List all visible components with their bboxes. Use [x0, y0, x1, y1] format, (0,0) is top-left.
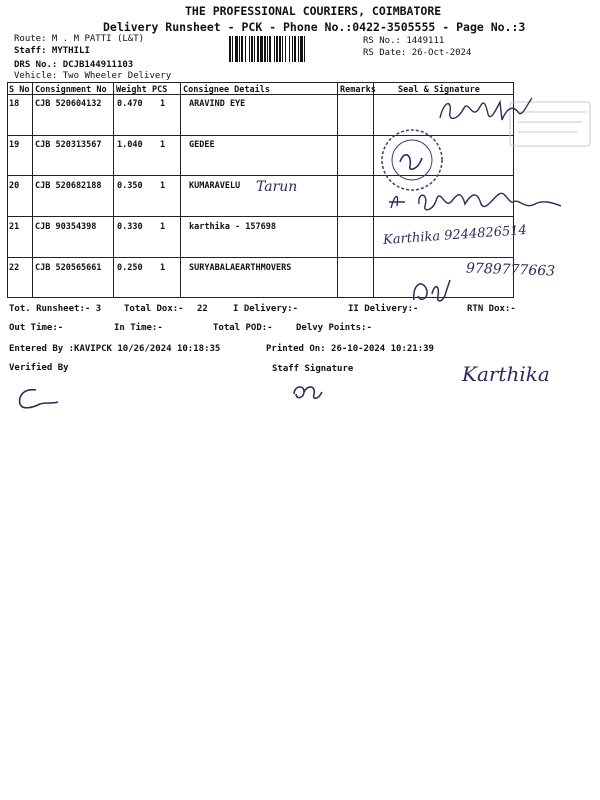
barcode-bar — [304, 36, 305, 62]
row-pcs: 1 — [160, 99, 166, 109]
row-weight: 1.040 — [117, 140, 143, 150]
row-pcs: 1 — [160, 263, 166, 273]
row-weight: 0.350 — [117, 181, 143, 191]
barcode-image — [229, 36, 353, 62]
i-delivery: I Delivery:- — [233, 304, 299, 314]
row22-phone-note: 9789777663 — [465, 260, 556, 280]
row-consignment: CJB 520682188 — [35, 181, 102, 191]
barcode-bar — [251, 36, 253, 62]
col-header-pcs: PCS — [152, 85, 168, 95]
company-title: THE PROFESSIONAL COURIERS, COIMBATORE — [185, 4, 442, 18]
barcode-bar — [282, 36, 283, 62]
barcode-bar — [260, 36, 263, 62]
staff-label: Staff: MYTHILI — [14, 46, 90, 56]
barcode-bar — [264, 36, 266, 62]
barcode-bar — [279, 36, 281, 62]
row20-handwritten-note: Tarun — [256, 179, 298, 195]
barcode-bar — [249, 36, 250, 62]
row-consignment: CJB 520604132 — [35, 99, 102, 109]
row-consignment: CJB 520313567 — [35, 140, 102, 150]
row-consignee: karthika - 157698 — [189, 222, 276, 232]
row22-signature-icon — [404, 274, 464, 308]
row-weight: 0.250 — [117, 263, 143, 273]
signature-scribble-icon — [430, 90, 540, 130]
row-sno: 20 — [9, 181, 20, 191]
row-consignment: CJB 90354398 — [35, 222, 97, 232]
barcode-bar — [292, 36, 293, 62]
col-header-sno: S No — [9, 85, 30, 95]
col-header-consignee: Consignee Details — [183, 85, 270, 95]
staff-initial-signature-icon — [288, 380, 328, 404]
col-header-remarks: Remarks — [340, 85, 376, 95]
ii-delivery: II Delivery:- — [348, 304, 419, 314]
verified-by-label: Verified By — [9, 363, 69, 373]
out-time: Out Time:- — [9, 323, 64, 333]
barcode-bar — [254, 36, 255, 62]
row-sno: 22 — [9, 263, 20, 273]
total-dox-value: 22 — [197, 304, 208, 314]
drs-label: DRS No.: DCJB144911103 — [14, 60, 134, 70]
barcode-bar — [276, 36, 278, 62]
row-consignee: KUMARAVELU — [189, 181, 241, 191]
barcode-bar — [269, 36, 271, 62]
row20-signature-icon — [385, 180, 585, 220]
row-sno: 19 — [9, 140, 20, 150]
row-consignee: ARAVIND EYE — [189, 99, 246, 109]
row-pcs: 1 — [160, 181, 166, 191]
total-pod: Total POD:- — [213, 323, 273, 333]
tot-runsheet: Tot. Runsheet:- 3 — [9, 304, 102, 314]
row-consignee: GEDEE — [189, 140, 215, 150]
row-weight: 0.330 — [117, 222, 143, 232]
barcode-bar — [257, 36, 259, 62]
row-sno: 21 — [9, 222, 20, 232]
route-label: Route: M . M PATTI (L&T) — [14, 34, 145, 44]
barcode-bar — [239, 36, 240, 62]
col-header-weight: Weight — [116, 85, 147, 95]
row-weight: 0.470 — [117, 99, 143, 109]
row-sno: 18 — [9, 99, 20, 109]
delvy-points: Delvy Points:- — [296, 323, 372, 333]
vehicle-label: Vehicle: Two Wheeler Delivery — [14, 71, 172, 81]
rtn-dox: RTN Dox:- — [467, 304, 516, 314]
row-pcs: 1 — [160, 222, 166, 232]
barcode-bar — [232, 36, 233, 62]
barcode-bar — [229, 36, 231, 62]
barcode-bar — [274, 36, 275, 62]
total-dox-label: Total Dox:- — [124, 304, 184, 314]
barcode-bar — [294, 36, 296, 62]
barcode-bar — [235, 36, 238, 62]
printed-on: Printed On: 26-10-2024 10:21:39 — [266, 344, 434, 354]
barcode-bar — [241, 36, 243, 62]
staff-signature-handwritten: Karthika — [462, 362, 550, 386]
col-header-consignment: Consignment No — [35, 85, 107, 95]
runsheet-subtitle: Delivery Runsheet - PCK - Phone No.:0422-3505555 - Page No.:3 — [103, 20, 526, 34]
barcode-bar — [285, 36, 286, 62]
barcode-bar — [298, 36, 299, 62]
entered-by: Entered By :KAVIPCK 10/26/2024 10:18:35 — [9, 344, 221, 354]
verified-signature-icon — [14, 382, 64, 412]
in-time: In Time:- — [114, 323, 163, 333]
barcode-bar — [289, 36, 290, 62]
row21-signature: Karthika 9244826514 — [382, 222, 528, 249]
row-consignment: CJB 520565661 — [35, 263, 102, 273]
barcode-bar — [300, 36, 303, 62]
rs-number: RS No.: 1449111 — [363, 36, 445, 46]
staff-signature-label: Staff Signature — [272, 364, 354, 374]
row-consignee: SURYABALAEARTHMOVERS — [189, 263, 292, 273]
barcode-bar — [245, 36, 246, 62]
barcode-bar — [267, 36, 268, 62]
rs-date: RS Date: 26-Oct-2024 — [363, 48, 472, 58]
row-pcs: 1 — [160, 140, 166, 150]
col-header-seal: Seal & Signature — [398, 85, 480, 95]
